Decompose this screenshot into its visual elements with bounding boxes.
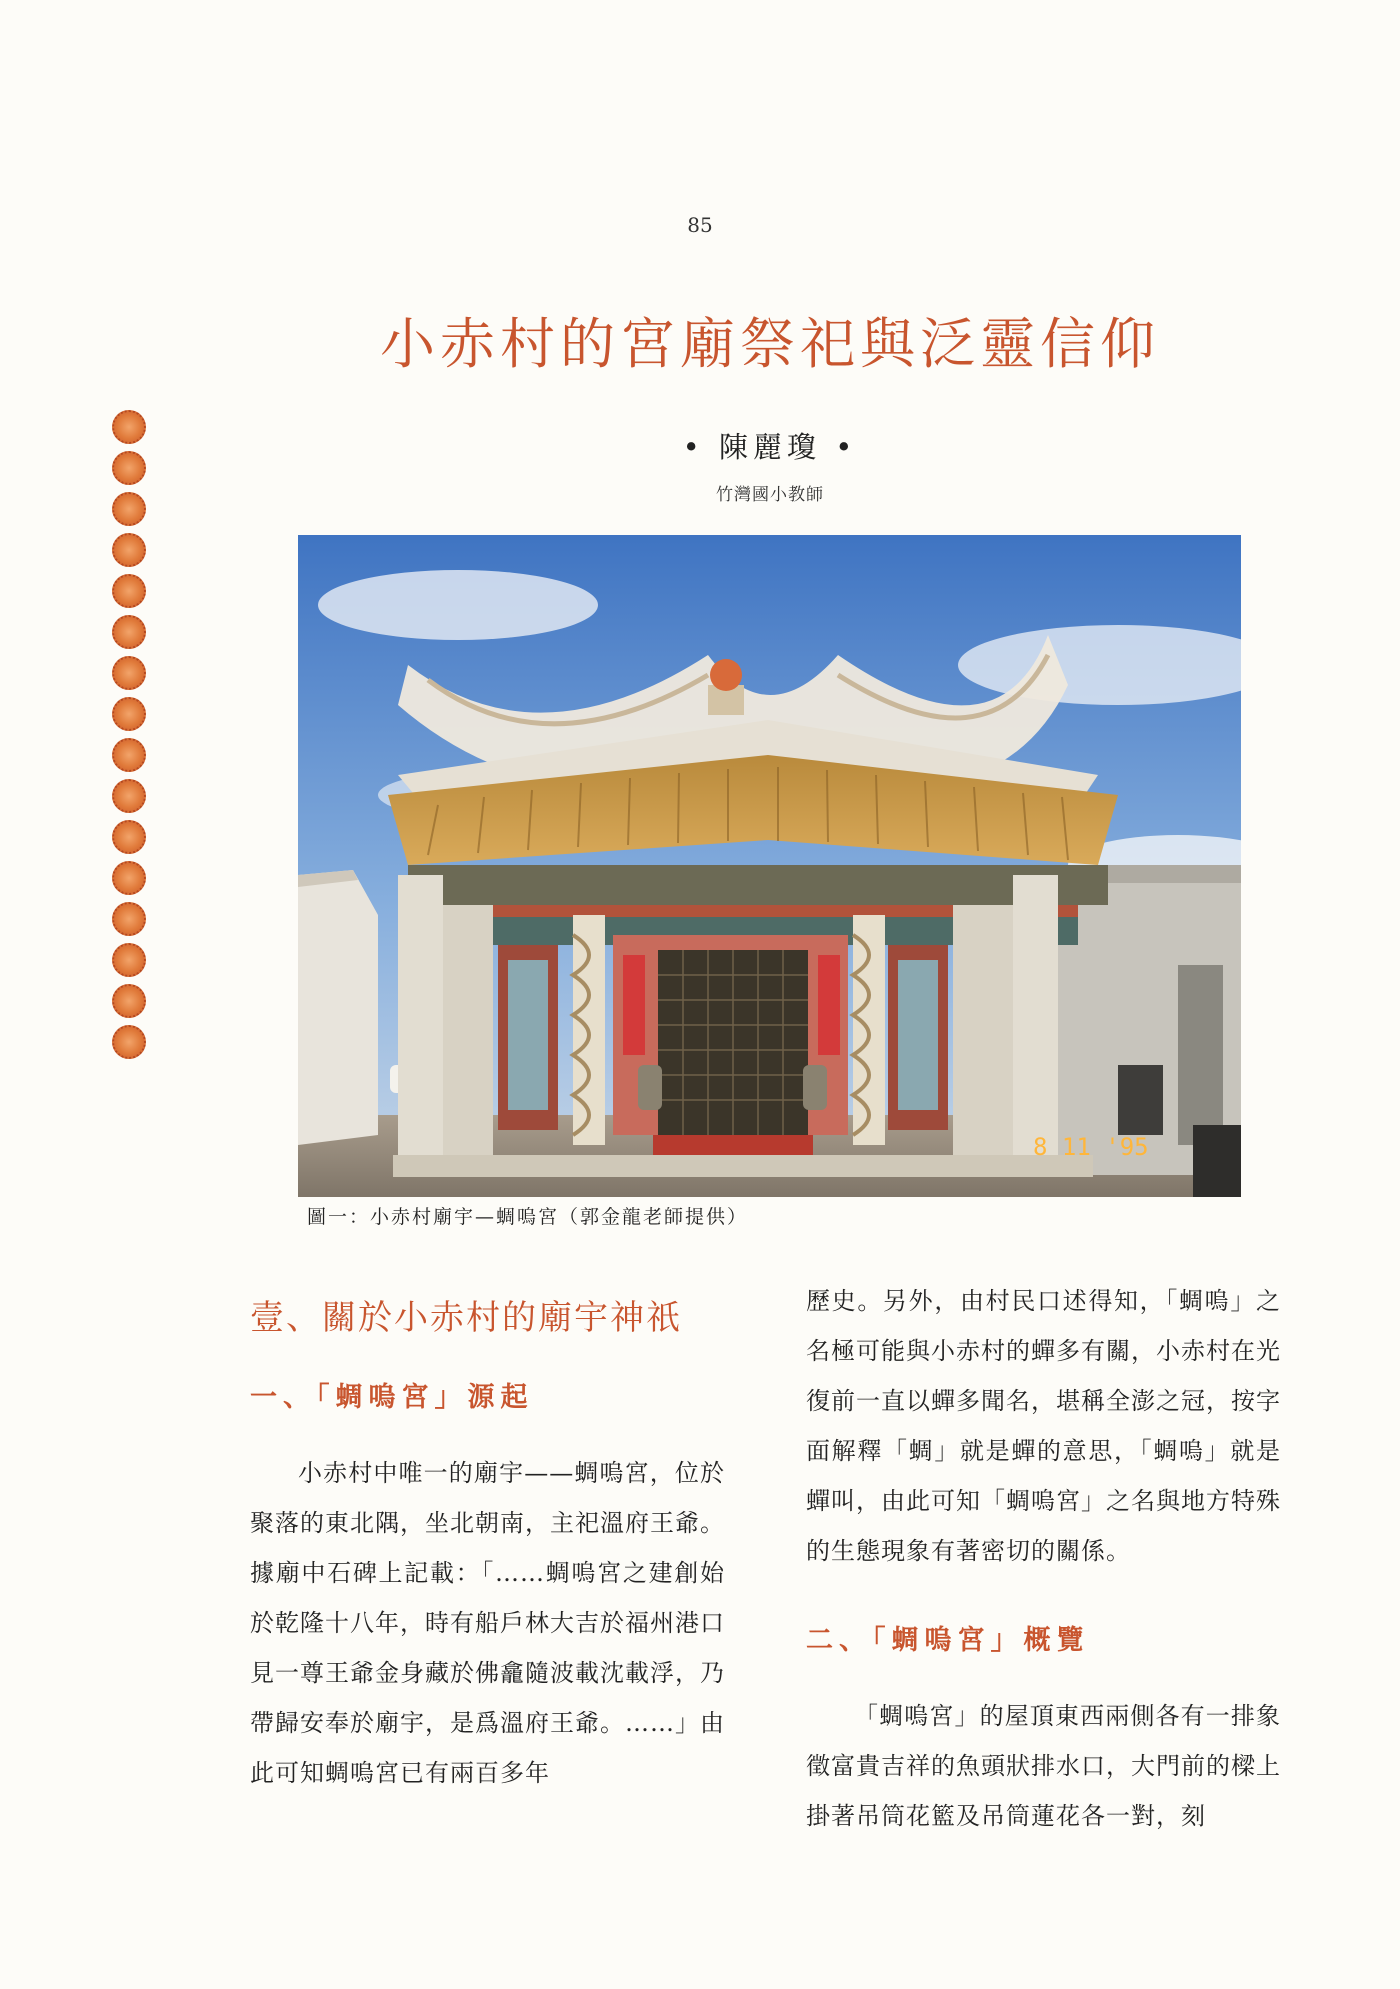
article-title: 小赤村的宮廟祭祀與泛靈信仰 [379,312,1160,376]
subsection-heading: 二、「蜩嗚宮」概覽 [806,1625,1090,1656]
left-column [250,1290,725,1798]
photo-caption: 圖一：小赤村廟宇—蜩嗚宮（郭金龍老師提供） [307,1206,749,1228]
ornament-coin [112,656,146,690]
ornament-coin [112,615,146,649]
ornament-coin [112,1025,146,1059]
body-paragraph: 「蜩嗚宮」的屋頂東西兩側各有一排象徵富貴吉祥的魚頭狀排水口，大門前的樑上掛著吊筒花籃及吊筒蓮花各一對，刻 [806,1702,1281,1830]
author-name: • 陳麗瓊 • [682,430,858,464]
section-heading: 壹、關於小赤村的廟宇神祇 [250,1298,682,1338]
ornament-coin [112,779,146,813]
page-number: 85 [687,213,713,237]
author-affiliation: 竹灣國小教師 [716,485,824,505]
subsection-heading: 一、「蜩嗚宮」源起 [250,1382,534,1413]
ornament-coin [112,574,146,608]
ornament-coin [112,820,146,854]
right-column [806,1276,1281,1841]
ornament-coin [112,861,146,895]
ornament-coin [112,984,146,1018]
ornament-coin [112,533,146,567]
ornament-coin [112,738,146,772]
ornament-coin [112,697,146,731]
ornament-coin [112,902,146,936]
temple-photo [298,535,1241,1197]
ornament-coin [112,943,146,977]
body-paragraph: 小赤村中唯一的廟宇——蜩嗚宮，位於聚落的東北隅，坐北朝南，主祀溫府王爺。據廟中石碑上記載：「……蜩嗚宮之建創始於乾隆十八年，時有船戶林大吉於福州港口見一尊王爺金身藏於佛龕隨波載沈載浮，乃帶歸安奉於廟宇，是爲溫府王爺。……」由此可知蜩嗚宮已有兩百多年 [250,1459,725,1787]
photo-date-stamp: 8 11 '95 [1033,1133,1149,1161]
body-paragraph: 歷史。另外，由村民口述得知，「蜩嗚」之名極可能與小赤村的蟬多有關，小赤村在光復前一直以蟬多聞名，堪稱全澎之冠，按字面解釋「蜩」就是蟬的意思，「蜩嗚」就是蟬叫，由此可知「蜩嗚宮」之名與地方特殊的生態現象有著密切的關係。 [806,1287,1281,1565]
side-ornament [112,410,152,1066]
